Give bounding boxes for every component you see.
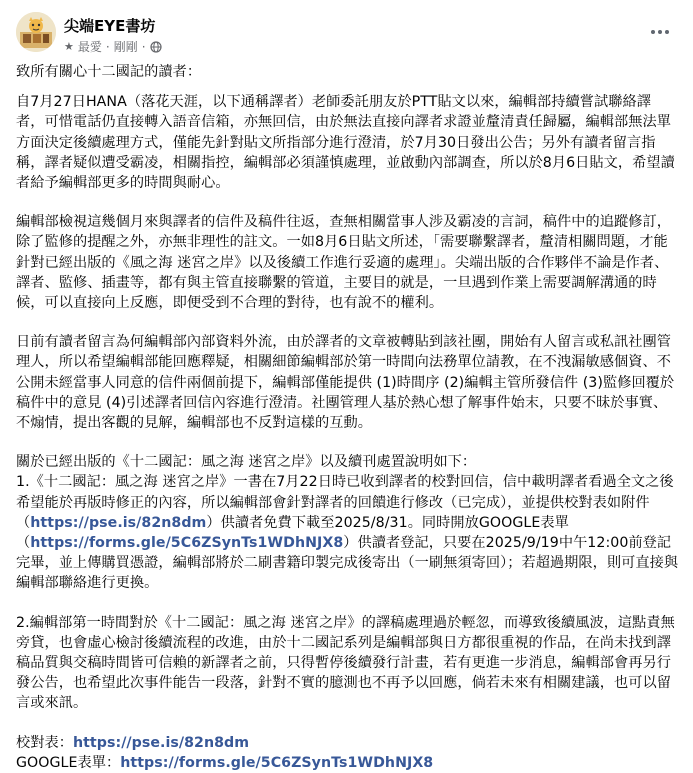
post-meta [64, 38, 162, 55]
star-icon: ★ [64, 40, 74, 53]
post-header [16, 0, 679, 62]
page-avatar[interactable] [16, 12, 56, 52]
page-name[interactable]: 尖端EYE書坊 [64, 17, 156, 35]
footer-line-2 [16, 753, 679, 773]
paragraph-4-title: 關於已經出版的《十二國記：風之海 迷宮之岸》以及續刊處置說明如下： [16, 454, 477, 471]
paragraph-3: 日前有讀者留言為何編輯部內部資料外流，由於譯者的文章被轉貼到該社團，開始有人留言或私訊社團管理人，所以希望編輯部能回應釋疑，相關細節編輯部於第一時間向法務單位請教，在不洩漏敏感個資、不公開未經當事人同意的信件兩個前提下，編輯部僅能提供 (1)時間序 (2)編輯主管所發信件 (3)監修回覆於稿件中的意見 (4)引述譯者回信內容進行澄清。社團管理人基於熱心想了解事件始末，只要不昧於事實、不煽情，提出客觀的見解，編輯部也不反對這樣的互動。 [16, 334, 675, 432]
more-options-icon[interactable] [647, 22, 673, 42]
paragraph-4-item-1 [16, 472, 679, 593]
meta-separator: · [105, 39, 110, 54]
greeting: 致所有關心十二國記的讀者： [16, 64, 202, 80]
post-timestamp[interactable]: 剛剛 [113, 40, 138, 54]
paragraph-5: 2.編輯部第一時間對於《十二國記：風之海 迷宮之岸》的譯稿處理過於輕忽，而導致後續風波，這點責無旁貸，也會虛心檢討後續流程的改進，由於十二國記系列是編輯部與日方都很重視的作品，在尚未找到譯稿品質與交稿時間皆可信賴的新譯者之前，只得暫停後續發行計畫，若有更進一步消息，編輯部會再另行發公告，也希望此次事件能告一段落，針對不實的臆測也不再予以回應，倘若未來有相關建議，也可以留言或來訊。 [16, 614, 675, 712]
item1-text-mid: ）供讀者免費下載至2025/8/31。同時開放GOOGLE表單（ [16, 514, 569, 552]
footer-google-form-link[interactable]: https://forms.gle/5C6ZSynTs1WDhNJX8 [120, 754, 434, 771]
proofread-sheet-link[interactable]: https://pse.is/82n8dm [30, 514, 207, 531]
item1-text-after: ）供讀者登記，只要在2025/9/19中午12:00前登記完畢，並上傳購買憑證，編輯部將於二刷書籍印製完成後寄出（一刷無須寄回）；若超過期限，則可直接與編輯部聯絡進行更換。 [16, 535, 679, 592]
footer-proofread-link[interactable]: https://pse.is/82n8dm [72, 734, 250, 751]
post-body [16, 62, 679, 773]
item1-text-before: 1.《十二國記：風之海 迷宮之岸》一書在7月22日時已收到譯者的校對回信，信中載明譯者看過全文之後希望能於再版時修正的內容，所以編輯部會針對譯者的回饋進行修改（已完成），並提供校對表如附件（ [16, 474, 674, 531]
paragraph-1: 自7月27日HANA（落花天涯，以下通稱譯者）老師委託朋友於PTT貼文以來，編輯部持續嘗試聯絡譯者，可惜電話仍直接轉入語音信箱，亦無回信，由於無法直接向譯者求證並釐清責任歸屬，編輯部無法單方面決定後續處理方式，僅能先針對貼文所指部分進行澄清，於7月30日發出公告；另外有讀者留言指稱，譯者疑似遭受霸凌，相關指控，編輯部必須謹慎處理，並啟動內部調查，所以於8月6日貼文，希望讀者給予編輯部更多的時間與耐心。 [16, 94, 675, 192]
favorites-label[interactable]: 最愛 [77, 40, 102, 54]
globe-icon [150, 41, 162, 53]
footer-label-2: GOOGLE表單： [16, 754, 121, 771]
paragraph-2: 編輯部檢視這幾個月來與譯者的信件及稿件往返，查無相關當事人涉及霸凌的言詞，稿件中的追蹤修訂，除了監修的提醒之外，亦無非理性的註文。一如8月6日貼文所述，「需要聯繫譯者，釐清相關問題，才能針對已經出版的《風之海 迷宮之岸》以及後續工作進行妥適的處理」。尖端出版的合作夥伴不論是作者、譯者、監修、插畫等，都有與主管直接聯繫的管道，主要目的就是，一旦遇到作業上需要調解溝通的時候，可以直接向上反應，即便受到不合理的對待，也有說不的權利。 [16, 214, 671, 312]
footer-line-1 [16, 733, 679, 753]
google-form-link[interactable]: https://forms.gle/5C6ZSynTs1WDhNJX8 [30, 535, 344, 552]
avatar-illustration [16, 12, 56, 52]
meta-separator-2: · [141, 39, 146, 54]
footer-label-1: 校對表： [16, 734, 73, 751]
